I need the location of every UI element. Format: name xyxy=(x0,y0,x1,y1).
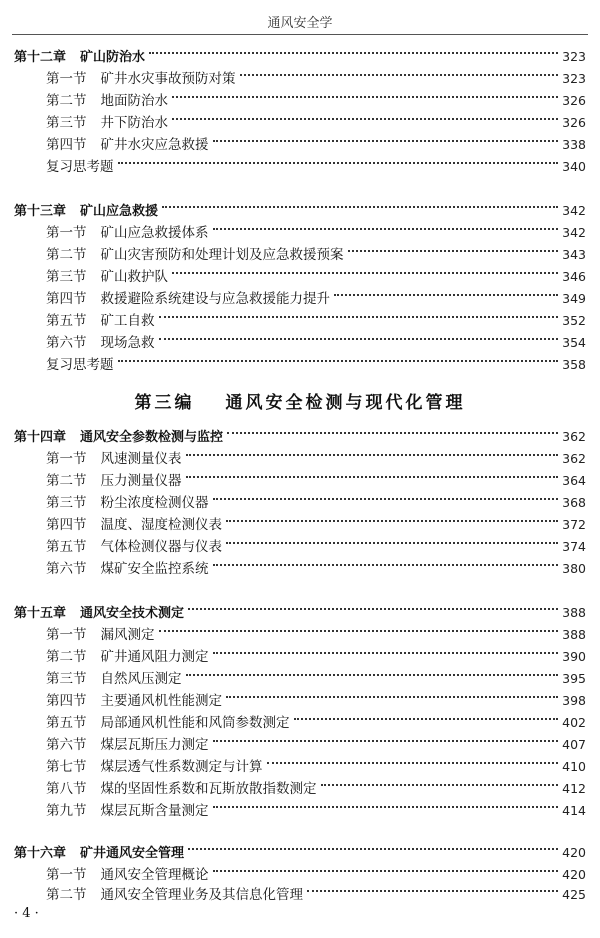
page-number: 395 xyxy=(562,671,586,686)
dot-leader xyxy=(213,228,559,230)
section-title: 煤矿安全监控系统 xyxy=(100,561,209,577)
page-number: 354 xyxy=(562,335,586,350)
toc-section[interactable] xyxy=(46,558,586,580)
chapter-title: 矿山防治水 xyxy=(80,50,146,65)
toc-section[interactable] xyxy=(46,222,586,244)
dot-leader xyxy=(213,140,559,142)
dot-leader xyxy=(321,784,559,786)
dot-leader xyxy=(213,740,559,742)
dot-leader xyxy=(267,762,559,764)
page-number: 390 xyxy=(562,649,586,664)
toc-section[interactable] xyxy=(46,884,586,906)
chapter-label: 第十五章 xyxy=(14,606,67,621)
toc-chapter-12[interactable] xyxy=(14,46,586,68)
dot-leader xyxy=(226,542,558,544)
section-label: 第二节 xyxy=(46,247,87,263)
page-number: 346 xyxy=(562,269,586,284)
section-label: 第三节 xyxy=(46,115,87,131)
section-title: 救援避险系统建设与应急救援能力提升 xyxy=(100,291,330,307)
dot-leader xyxy=(227,432,558,434)
dot-leader xyxy=(213,652,559,654)
dot-leader xyxy=(159,316,559,318)
page-number: 340 xyxy=(562,159,586,174)
page-number: 323 xyxy=(562,49,586,64)
page-number: 380 xyxy=(562,561,586,576)
section-label: 第五节 xyxy=(46,313,87,329)
page-number: 326 xyxy=(562,93,586,108)
page-number: 425 xyxy=(562,887,586,902)
section-label: 第六节 xyxy=(46,737,87,753)
section-title: 煤层透气性系数测定与计算 xyxy=(100,759,263,775)
footer-page-number: · 4 · xyxy=(14,906,39,921)
page-number: 388 xyxy=(562,605,586,620)
section-label: 第一节 xyxy=(46,451,87,467)
section-title: 煤的坚固性系数和瓦斯放散指数测定 xyxy=(100,781,317,797)
dot-leader xyxy=(118,162,559,164)
section-label: 第二节 xyxy=(46,649,87,665)
dot-leader xyxy=(294,718,559,720)
page-number: 374 xyxy=(562,539,586,554)
dot-leader xyxy=(149,52,558,54)
dot-leader xyxy=(172,118,558,120)
page-number: 362 xyxy=(562,451,586,466)
part-heading xyxy=(0,388,600,413)
toc-section[interactable] xyxy=(46,244,586,266)
chapter-label: 第十四章 xyxy=(14,430,67,445)
review-title: 复习思考题 xyxy=(46,159,114,175)
page-number: 342 xyxy=(562,203,586,218)
section-title: 煤层瓦斯含量测定 xyxy=(100,803,209,819)
dot-leader xyxy=(213,806,559,808)
chapter-label: 第十三章 xyxy=(14,204,67,219)
toc-section[interactable] xyxy=(46,448,586,470)
section-title: 井下防治水 xyxy=(100,115,168,131)
section-label: 第五节 xyxy=(46,539,87,555)
section-title: 温度、湿度检测仪表 xyxy=(100,517,222,533)
page-number: 352 xyxy=(562,313,586,328)
toc-section[interactable] xyxy=(46,756,586,778)
section-title: 矿井水灾事故预防对策 xyxy=(100,71,236,87)
section-title: 粉尘浓度检测仪器 xyxy=(100,495,209,511)
page-number: 364 xyxy=(562,473,586,488)
section-label: 第二节 xyxy=(46,93,87,109)
toc-section[interactable] xyxy=(46,690,586,712)
dot-leader xyxy=(186,674,559,676)
section-title: 地面防治水 xyxy=(100,93,168,109)
part-title: 通风安全检测与现代化管理 xyxy=(225,393,466,413)
section-title: 矿山应急救援体系 xyxy=(100,225,209,241)
dot-leader xyxy=(188,848,558,850)
section-title: 漏风测定 xyxy=(100,627,155,643)
dot-leader xyxy=(186,476,559,478)
review-title: 复习思考题 xyxy=(46,357,114,373)
section-label: 第一节 xyxy=(46,71,87,87)
toc-section[interactable] xyxy=(46,734,586,756)
section-label: 第七节 xyxy=(46,759,87,775)
page-number: 410 xyxy=(562,759,586,774)
section-label: 第五节 xyxy=(46,715,87,731)
section-title: 煤层瓦斯压力测定 xyxy=(100,737,209,753)
section-label: 第四节 xyxy=(46,137,87,153)
page-number: 420 xyxy=(562,867,586,882)
section-title: 矿山救护队 xyxy=(100,269,168,285)
dot-leader xyxy=(240,74,559,76)
toc-section[interactable] xyxy=(46,332,586,354)
header-rule xyxy=(12,34,588,35)
toc-section[interactable] xyxy=(46,800,586,822)
section-label: 第三节 xyxy=(46,269,87,285)
dot-leader xyxy=(307,890,558,892)
section-title: 矿山灾害预防和处理计划及应急救援预案 xyxy=(100,247,344,263)
toc-section[interactable] xyxy=(46,310,586,332)
toc-section[interactable] xyxy=(46,112,586,134)
chapter-title: 通风安全技术测定 xyxy=(80,606,185,621)
toc-section[interactable] xyxy=(46,514,586,536)
dot-leader xyxy=(213,564,559,566)
page-number: 368 xyxy=(562,495,586,510)
dot-leader xyxy=(159,630,559,632)
page-number: 323 xyxy=(562,71,586,86)
toc-review[interactable] xyxy=(46,156,586,178)
dot-leader xyxy=(213,870,559,872)
dot-leader xyxy=(226,696,558,698)
section-label: 第四节 xyxy=(46,291,87,307)
section-title: 通风安全管理概论 xyxy=(100,867,209,883)
page-number: 326 xyxy=(562,115,586,130)
page-number: 414 xyxy=(562,803,586,818)
dot-leader xyxy=(172,272,558,274)
section-label: 第一节 xyxy=(46,225,87,241)
page-number: 349 xyxy=(562,291,586,306)
toc-section[interactable] xyxy=(46,492,586,514)
dot-leader xyxy=(186,454,559,456)
page-number: 338 xyxy=(562,137,586,152)
toc-section[interactable] xyxy=(46,288,586,310)
toc-section[interactable] xyxy=(46,712,586,734)
page-number: 398 xyxy=(562,693,586,708)
dot-leader xyxy=(334,294,558,296)
section-label: 第四节 xyxy=(46,517,87,533)
toc-chapter-16[interactable] xyxy=(14,842,586,864)
toc-section[interactable] xyxy=(46,470,586,492)
section-title: 主要通风机性能测定 xyxy=(100,693,222,709)
section-label: 第三节 xyxy=(46,671,87,687)
section-label: 第四节 xyxy=(46,693,87,709)
section-label: 第二节 xyxy=(46,473,87,489)
section-label: 第一节 xyxy=(46,627,87,643)
chapter-label: 第十二章 xyxy=(14,50,67,65)
section-title: 压力测量仪器 xyxy=(100,473,182,489)
toc-chapter-13[interactable] xyxy=(14,200,586,222)
dot-leader xyxy=(213,498,559,500)
section-title: 矿井通风阻力测定 xyxy=(100,649,209,665)
section-title: 矿工自救 xyxy=(100,313,155,329)
toc-section[interactable] xyxy=(46,536,586,558)
chapter-title: 矿井通风安全管理 xyxy=(80,846,185,861)
section-label: 第九节 xyxy=(46,803,87,819)
running-header: 通风安全学 xyxy=(267,16,333,31)
toc-section[interactable] xyxy=(46,864,586,886)
toc-chapter-15[interactable] xyxy=(14,602,586,624)
toc-section[interactable] xyxy=(46,624,586,646)
dot-leader xyxy=(118,360,559,362)
toc-section[interactable] xyxy=(46,646,586,668)
section-label: 第三节 xyxy=(46,495,87,511)
toc-section[interactable] xyxy=(46,68,586,90)
chapter-title: 矿山应急救援 xyxy=(80,204,159,219)
dot-leader xyxy=(162,206,558,208)
dot-leader xyxy=(226,520,558,522)
page-number: 412 xyxy=(562,781,586,796)
toc-section[interactable] xyxy=(46,778,586,800)
section-label: 第六节 xyxy=(46,561,87,577)
section-title: 自然风压测定 xyxy=(100,671,182,687)
section-label: 第二节 xyxy=(46,887,87,903)
section-title: 矿井水灾应急救援 xyxy=(100,137,209,153)
page-number: 372 xyxy=(562,517,586,532)
page-number: 362 xyxy=(562,429,586,444)
dot-leader xyxy=(159,338,559,340)
dot-leader xyxy=(188,608,558,610)
page-number: 388 xyxy=(562,627,586,642)
section-label: 第六节 xyxy=(46,335,87,351)
toc-section[interactable] xyxy=(46,668,586,690)
section-title: 现场急救 xyxy=(100,335,155,351)
chapter-label: 第十六章 xyxy=(14,846,67,861)
dot-leader xyxy=(172,96,558,98)
page-number: 358 xyxy=(562,357,586,372)
section-label: 第八节 xyxy=(46,781,87,797)
page-number: 343 xyxy=(562,247,586,262)
page-number: 420 xyxy=(562,845,586,860)
toc-section[interactable] xyxy=(46,90,586,112)
page-number: 407 xyxy=(562,737,586,752)
dot-leader xyxy=(348,250,559,252)
toc-review[interactable] xyxy=(46,354,586,376)
page-number: 402 xyxy=(562,715,586,730)
chapter-title: 通风安全参数检测与监控 xyxy=(80,430,224,445)
toc-section[interactable] xyxy=(46,266,586,288)
page-number: 342 xyxy=(562,225,586,240)
section-label: 第一节 xyxy=(46,867,87,883)
section-title: 风速测量仪表 xyxy=(100,451,182,467)
toc-chapter-14[interactable] xyxy=(14,426,586,448)
toc-section[interactable] xyxy=(46,134,586,156)
part-label: 第三编 xyxy=(134,393,195,413)
section-title: 气体检测仪器与仪表 xyxy=(100,539,222,555)
section-title: 局部通风机性能和风筒参数测定 xyxy=(100,715,290,731)
section-title: 通风安全管理业务及其信息化管理 xyxy=(100,887,303,903)
